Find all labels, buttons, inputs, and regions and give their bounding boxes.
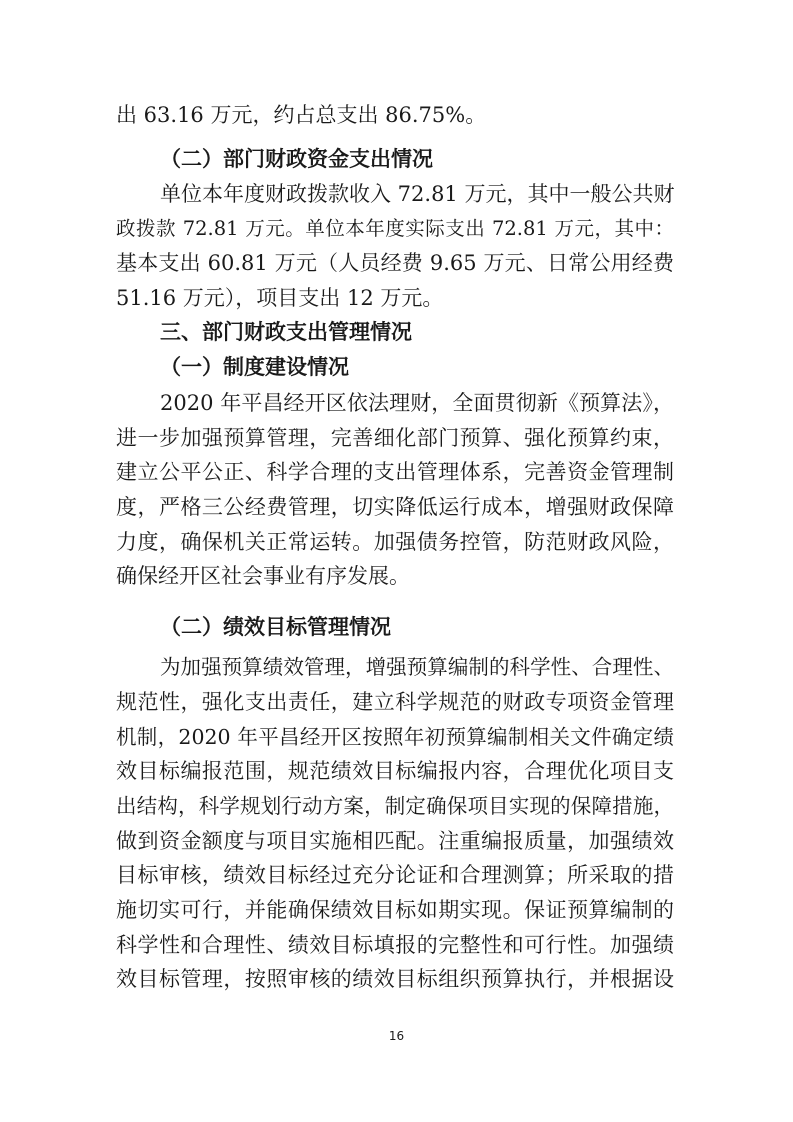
body-text-line: 进一步加强预算管理，完善细化部门预算、强化预算约束， — [116, 426, 674, 450]
section-heading: （二）绩效目标管理情况 — [160, 615, 391, 639]
body-text-line: 出 63.16 万元，约占总支出 86.75%。 — [116, 103, 487, 127]
section-heading: 三、部门财政支出管理情况 — [160, 320, 412, 344]
body-text-line: 效目标编报范围，规范绩效目标编报内容，合理优化项目支 — [116, 759, 674, 783]
body-text-line: 效目标管理，按照审核的绩效目标组织预算执行，并根据设 — [116, 967, 674, 991]
body-text-line: 科学性和合理性、绩效目标填报的完整性和可行性。加强绩 — [116, 933, 674, 957]
body-text-line: 目标审核，绩效目标经过充分论证和合理测算；所采取的措 — [116, 863, 674, 887]
page-number: 16 — [388, 1029, 405, 1043]
body-text-line: 建立公平公正、科学合理的支出管理体系，完善资金管理制 — [116, 460, 674, 484]
body-text-line: 出结构，科学规划行动方案，制定确保项目实现的保障措施， — [116, 794, 674, 818]
body-text-line: 确保经开区社会事业有序发展。 — [116, 564, 410, 588]
section-heading: （一）制度建设情况 — [160, 355, 349, 379]
body-text-line: 单位本年度财政拨款收入 72.81 万元，其中一般公共财 — [160, 182, 675, 206]
body-text-line: 为加强预算绩效管理，增强预算编制的科学性、合理性、 — [160, 655, 674, 679]
body-text-line: 2020 年平昌经开区依法理财，全面贯彻新《预算法》， — [160, 391, 674, 415]
section-heading: （二）部门财政资金支出情况 — [160, 147, 433, 171]
body-text-line: 政拨款 72.81 万元。单位本年度实际支出 72.81 万元，其中： — [116, 217, 674, 240]
body-text-line: 51.16 万元），项目支出 12 万元。 — [116, 286, 444, 310]
body-text-line: 力度，确保机关正常运转。加强债务控管，防范财政风险， — [116, 530, 674, 554]
body-text-line: 机制，2020 年平昌经开区按照年初预算编制相关文件确定绩 — [116, 725, 674, 749]
body-text-line: 规范性，强化支出责任，建立科学规范的财政专项资金管理 — [116, 690, 674, 714]
body-text-line: 施切实可行，并能确保绩效目标如期实现。保证预算编制的 — [116, 898, 674, 922]
body-text-line: 度，严格三公经费管理，切实降低运行成本，增强财政保障 — [116, 495, 674, 519]
body-text-line: 做到资金额度与项目实施相匹配。注重编报质量，加强绩效 — [116, 829, 674, 853]
body-text-line: 基本支出 60.81 万元（人员经费 9.65 万元、日常公用经费 — [116, 251, 674, 275]
